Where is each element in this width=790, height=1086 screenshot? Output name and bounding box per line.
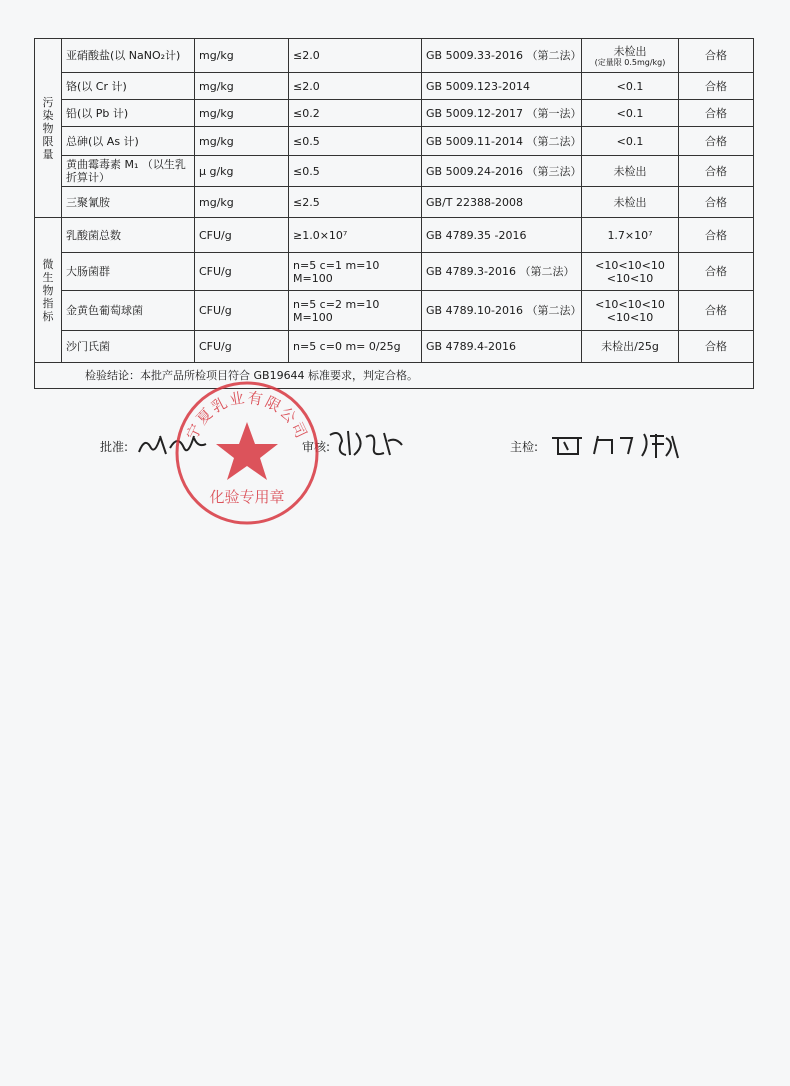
result [582, 39, 679, 73]
method: GB 4789.4-2016 [422, 331, 582, 363]
method: GB/T 22388-2008 [422, 187, 582, 218]
method: GB 5009.12-2017 （第一法） [422, 100, 582, 127]
standard: n=5 c=0 m= 0/25g [289, 331, 422, 363]
unit: mg/kg [195, 127, 289, 156]
item-name: 亚硝酸盐(以 NaNO₂计) [62, 39, 195, 73]
standard: ≤0.5 [289, 127, 422, 156]
result-note: (定量限 0.5mg/kg) [594, 57, 666, 67]
judgement: 合格 [679, 127, 754, 156]
category-microbial [35, 218, 62, 363]
result: <0.1 [582, 100, 679, 127]
judgement: 合格 [679, 187, 754, 218]
method: GB 5009.123-2014 [422, 73, 582, 100]
review-label: 审核: [302, 440, 331, 454]
item-name: 三聚氰胺 [62, 187, 195, 218]
table-row [35, 73, 754, 100]
method: GB 4789.35 -2016 [422, 218, 582, 253]
result: 未检出/25g [582, 331, 679, 363]
review-signature [326, 425, 406, 461]
unit: mg/kg [195, 100, 289, 127]
judgement: 合格 [679, 331, 754, 363]
table-row [35, 100, 754, 127]
method: GB 5009.24-2016 （第三法） [422, 156, 582, 187]
standard: ≤0.2 [289, 100, 422, 127]
inspection-table [34, 38, 754, 389]
method: GB 5009.33-2016 （第二法） [422, 39, 582, 73]
table-row [35, 39, 754, 73]
method: GB 4789.10-2016 （第二法） [422, 291, 582, 331]
result: <10<10<10 <10<10 [582, 253, 679, 291]
table-row [35, 156, 754, 187]
unit: mg/kg [195, 187, 289, 218]
result: 未检出 [582, 187, 679, 218]
standard: ≤0.5 [289, 156, 422, 187]
item-name: 铅(以 Pb 计) [62, 100, 195, 127]
judgement: 合格 [679, 39, 754, 73]
result: 未检出 [582, 156, 679, 187]
judgement: 合格 [679, 156, 754, 187]
table-row [35, 331, 754, 363]
unit: CFU/g [195, 291, 289, 331]
standard: n=5 c=1 m=10 M=100 [289, 253, 422, 291]
unit: mg/kg [195, 39, 289, 73]
method: GB 5009.11-2014 （第二法） [422, 127, 582, 156]
standard: ≤2.0 [289, 73, 422, 100]
category-pollutants [35, 39, 62, 218]
svg-text:宁夏乳业有限公司: 宁夏乳业有限公司 [182, 388, 312, 443]
method: GB 4789.3-2016 （第二法） [422, 253, 582, 291]
result: 1.7×10⁷ [582, 218, 679, 253]
judgement: 合格 [679, 291, 754, 331]
inspector-label: 主检: [510, 440, 539, 454]
table-row [35, 363, 754, 389]
judgement: 合格 [679, 253, 754, 291]
item-name: 大肠菌群 [62, 253, 195, 291]
item-name: 铬(以 Cr 计) [62, 73, 195, 100]
item-name: 沙门氏菌 [62, 331, 195, 363]
svg-text:化验专用章: 化验专用章 [209, 488, 285, 506]
unit: mg/kg [195, 73, 289, 100]
result-value: 未检出 [613, 44, 647, 58]
table-row [35, 291, 754, 331]
official-seal [172, 378, 322, 528]
table-row [35, 127, 754, 156]
standard: n=5 c=2 m=10 M=100 [289, 291, 422, 331]
conclusion: 检验结论：本批产品所检项目符合 GB19644 标准要求，判定合格。 [35, 363, 754, 389]
item-name: 总砷(以 As 计) [62, 127, 195, 156]
item-name: 金黄色葡萄球菌 [62, 291, 195, 331]
table-row [35, 218, 754, 253]
table-row [35, 253, 754, 291]
judgement: 合格 [679, 218, 754, 253]
judgement: 合格 [679, 73, 754, 100]
item-name: 乳酸菌总数 [62, 218, 195, 253]
approve-label: 批准: [100, 440, 129, 454]
result: <10<10<10 <10<10 [582, 291, 679, 331]
result: <0.1 [582, 127, 679, 156]
table-row [35, 187, 754, 218]
unit: μ g/kg [195, 156, 289, 187]
unit: CFU/g [195, 331, 289, 363]
result: <0.1 [582, 73, 679, 100]
inspector-signature [548, 428, 688, 462]
standard: ≥1.0×10⁷ [289, 218, 422, 253]
category-label: 污染物限量 [42, 95, 54, 161]
judgement: 合格 [679, 100, 754, 127]
unit: CFU/g [195, 253, 289, 291]
standard: ≤2.0 [289, 39, 422, 73]
category-label: 微生物指标 [42, 257, 54, 323]
item-name: 黄曲霉毒素 M₁ （以生乳折算计） [62, 156, 195, 187]
unit: CFU/g [195, 218, 289, 253]
standard: ≤2.5 [289, 187, 422, 218]
